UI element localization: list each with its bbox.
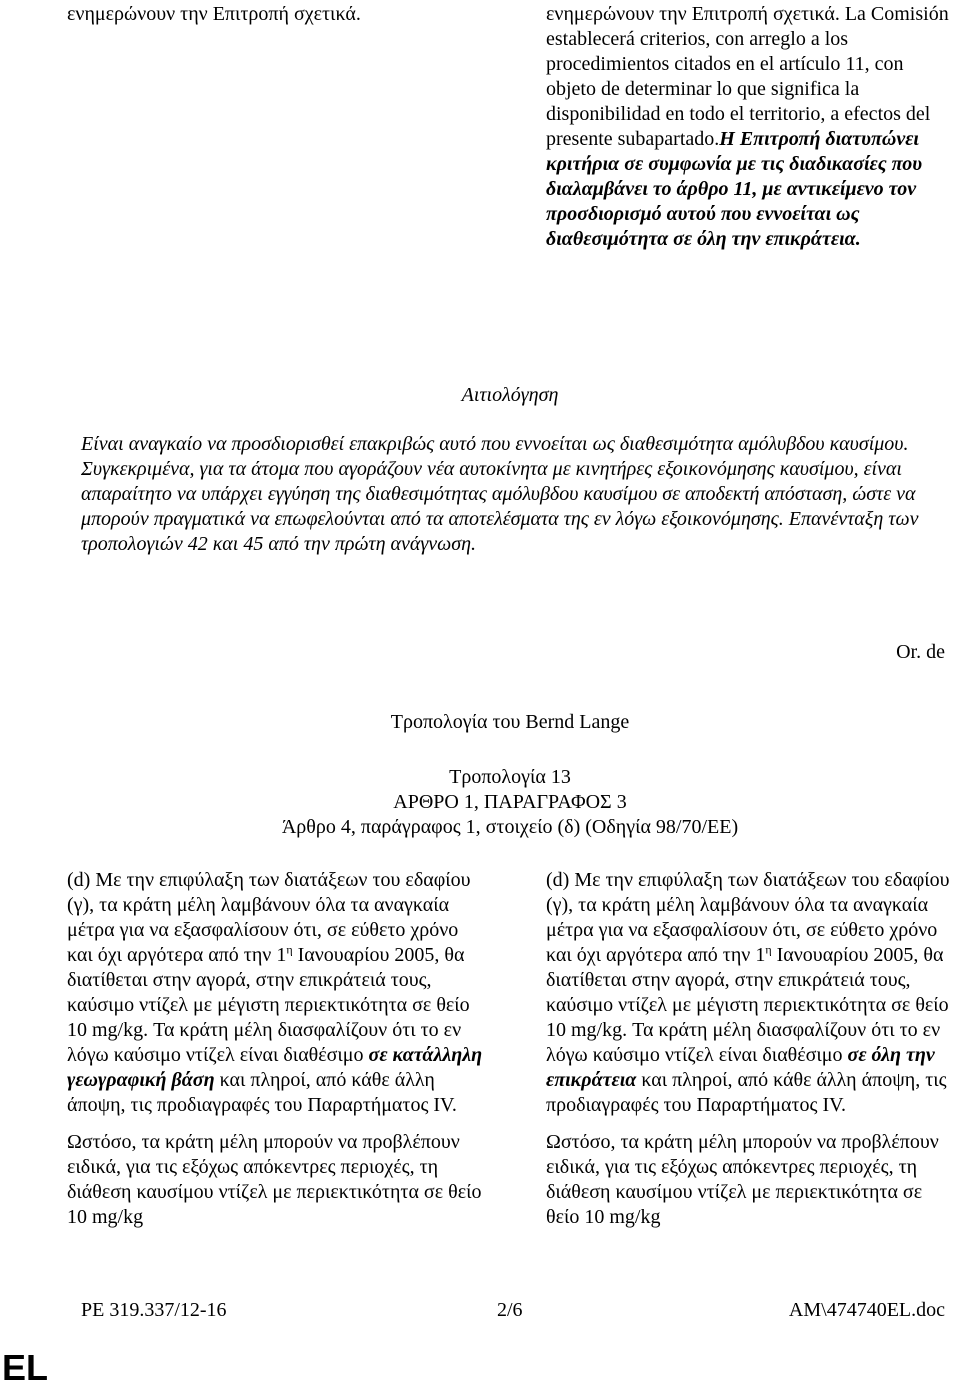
footer-ref: PE 319.337/12-16	[81, 1299, 227, 1321]
footer-doc: AM\474740EL.doc	[788, 1299, 945, 1321]
right-p1-bold: σε όλη την επικράτεια	[546, 1044, 935, 1091]
left-p1-part-a: (d) Με την επιφύλαξη των διατάξεων του εδαφίου (γ), τα κράτη μέλη λαμβάνουν όλα τα αναγκαία μέτρα για να εξασφαλίσουν ότι, σε εύθετο χρόνο και όχι αργότερα από την 1	[67, 869, 471, 966]
footer-language-code: EL	[2, 1347, 49, 1388]
top-right-plain: ενημερώνουν την Επιτροπή σχετικά. La Comisión establecerá criterios, con arreglo a los procedimientos citados en el artículo 11, con objeto de determinar lo que significa la disponibilidad en todo el territorio, a efectos del presente subapartado.	[546, 3, 949, 150]
top-left-text: ενημερώνουν την Επιτροπή σχετικά.	[67, 3, 361, 25]
amendment-number: Τροπολογία 13	[449, 766, 571, 788]
left-paragraph-2: Ωστόσο, τα κράτη μέλη μπορούν να προβλέπουν ειδικά, για τις εξόχως απόκεντρες περιοχές, τη διάθεση καυσίμου ντίζελ με περιεκτικότητα σε θείο 10 mg/kg	[67, 1131, 482, 1228]
left-p1-part-c: και πληροί, από κάθε άλλη άποψη, τις προδιαγραφές του Παραρτήματος IV.	[67, 1069, 457, 1116]
right-p1-part-c: και πληροί, από κάθε άλλη άποψη, τις προδιαγραφές του Παραρτήματος IV.	[546, 1069, 947, 1116]
original-language: Or. de	[896, 641, 945, 663]
top-right-text	[546, 2, 956, 252]
footer-page: 2/6	[497, 1299, 523, 1321]
amendment-author: Τροπολογία του Bernd Lange	[390, 711, 630, 733]
left-p1-bold: σε κατάλληλη γεωγραφική βάση	[67, 1044, 483, 1091]
left-p1-part-b: Ιανουαρίου 2005, θα διατίθεται στην αγορά, στην επικράτειά τους, καύσιμο ντίζελ με μέγιστη περιεκτικότητα σε θείο 10 mg/kg. Τα κράτη μέλη διασφαλίζουν ότι το εν λόγω καύσιμο ντίζελ είναι διαθέσιμο	[67, 944, 470, 1066]
right-paragraph-2: Ωστόσο, τα κράτη μέλη μπορούν να προβλέπουν ειδικά, για τις εξόχως απόκεντρες περιοχές, τη διάθεση καυσίμου ντίζελ με περιεκτικότητα σε θείο 10 mg/kg	[546, 1131, 939, 1228]
right-p1-superscript: η	[765, 942, 772, 957]
justification-heading: Αιτιολόγηση	[461, 384, 559, 406]
right-p1-part-b: Ιανουαρίου 2005, θα διατίθεται στην αγορά, στην επικράτειά τους, καύσιμο ντίζελ με μέγιστη περιεκτικότητα σε θείο 10 mg/kg. Τα κράτη μέλη διασφαλίζουν ότι το εν λόγω καύσιμο ντίζελ είναι διαθέσιμο	[546, 944, 949, 1066]
right-column	[546, 868, 956, 1230]
amendment-article: ΑΡΘΡΟ 1, ΠΑΡΑΓΡΑΦΟΣ 3	[393, 791, 627, 813]
right-paragraph-1	[546, 868, 956, 1118]
left-column	[67, 868, 487, 1230]
right-p1-part-a: (d) Με την επιφύλαξη των διατάξεων του εδαφίου (γ), τα κράτη μέλη λαμβάνουν όλα τα αναγκαία μέτρα για να εξασφαλίσουν ότι, σε εύθετο χρόνο και όχι αργότερα από την 1	[546, 869, 950, 966]
amendment-reference: Άρθρο 4, παράγραφος 1, στοιχείο (δ) (Οδηγία 98/70/ΕΕ)	[281, 816, 739, 838]
left-p1-superscript: η	[286, 942, 293, 957]
top-right-bold: Η Επιτροπή διατυπώνει κριτήρια σε συμφωνία με τις διαδικασίες που διαλαμβάνει το άρθρο 11, με αντικείμενο τον προσδιορισμό αυτού που εννοείται ως διαθεσιμότητα σε όλη την επικράτεια.	[546, 128, 923, 250]
left-paragraph-1	[67, 868, 487, 1118]
justification-text: Είναι αναγκαίο να προσδιορισθεί επακριβώς αυτό που εννοείται ως διαθεσιμότητα αμόλυβδου καυσίμου. Συγκεκριμένα, για τα άτομα που αγοράζουν νέα αυτοκίνητα με κινητήρες εξοικονόμησης καυσίμου, είναι απαραίτητο να υπάρχει εγγύηση της διαθεσιμότητας αμόλυβδου καυσίμου σε αποδεκτή απόσταση, ώστε να μπορούν πραγματικά να επωφελούνται από τα αποτελέσματα της εν λόγω εξοικονόμησης. Επανένταξη των τροπολογιών 42 και 45 από την πρώτη ανάγνωση.	[81, 433, 919, 555]
